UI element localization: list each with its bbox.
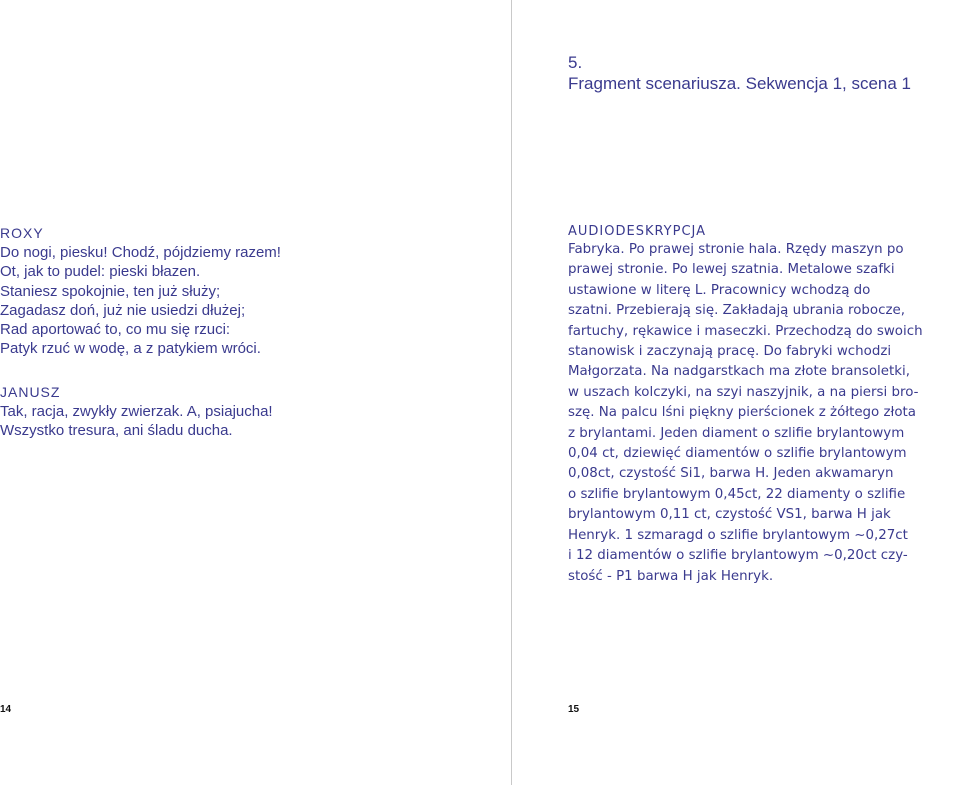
text-line: o szlifie brylantowym 0,45ct, 22 diamenty o szlifie: [568, 486, 906, 502]
text-line: w uszach kolczyki, na szyi naszyjnik, a na piersi bro-: [568, 384, 919, 400]
text-line: prawej stronie. Po lewej szatnia. Metalowe szafki: [568, 262, 895, 278]
audio-description-text: [568, 240, 923, 587]
verse-line: Wszystko tresura, ani śladu ducha.: [0, 422, 233, 440]
text-line: Fabryka. Po prawej stronie hala. Rzędy maszyn po: [568, 242, 904, 257]
text-line: 0,08ct, czystość Si1, barwa H. Jeden akwamaryn: [568, 466, 894, 482]
text-line: szę. Na palcu lśni piękny pierścionek z żółtego złota: [568, 405, 916, 421]
roxy-verse: [0, 243, 281, 359]
page-number-right: 15: [568, 704, 580, 715]
chapter-number: 5.: [568, 53, 583, 72]
chapter-heading: [568, 52, 911, 94]
verse-line: Rad aportować to, co mu się rzuci:: [0, 321, 231, 339]
text-line: 0,04 ct, dziewięć diamentów o szlifie brylantowym: [568, 446, 907, 462]
text-line: ustawione w literę L. Pracownicy wchodzą do: [568, 282, 871, 298]
janusz-verse: [0, 402, 273, 441]
text-line: stanowisk i zaczynają pracę. Do fabryki wchodzi: [568, 344, 892, 360]
verse-line: Patyk rzuć w wodę, a z patykiem wróci.: [0, 340, 261, 358]
text-line: fartuchy, rękawice i maseczki. Przechodzą do swoich: [568, 323, 923, 339]
text-line: stość - P1 barwa H jak Henryk.: [568, 568, 774, 584]
section-label: AUDIODESKRYPCJA: [568, 224, 707, 239]
text-line: brylantowym 0,11 ct, czystość VS1, barwa H jak: [568, 507, 891, 523]
text-line: Henryk. 1 szmaragd o szlifie brylantowym ~0,27ct: [568, 527, 908, 543]
verse-line: Zagadasz doń, już nie usiedzi dłużej;: [0, 301, 246, 319]
text-line: i 12 diamentów o szlifie brylantowym ~0,20ct czy-: [568, 548, 908, 564]
text-line: szatni. Przebierają się. Zakładają ubrania robocze,: [568, 303, 905, 319]
verse-line: Ot, jak to pudel: pieski błazen.: [0, 263, 201, 281]
page-number-left: 14: [0, 704, 12, 715]
speaker-roxy: ROXY: [0, 225, 44, 241]
verse-line: Tak, racja, zwykły zwierzak. A, psiajucha!: [0, 403, 273, 420]
speaker-janusz: JANUSZ: [0, 384, 61, 400]
verse-line: Staniesz spokojnie, ten już służy;: [0, 282, 221, 300]
audio-description: [568, 224, 923, 587]
text-line: z brylantami. Jeden diament o szlifie brylantowym: [568, 425, 905, 441]
text-line: Małgorzata. Na nadgarstkach ma złote bransoletki,: [568, 364, 910, 380]
right-page: [512, 0, 960, 785]
verse-line: Do nogi, piesku! Chodź, pójdziemy razem!: [0, 244, 281, 261]
chapter-title: Fragment scenariusza. Sekwencja 1, scena 1: [568, 74, 912, 93]
